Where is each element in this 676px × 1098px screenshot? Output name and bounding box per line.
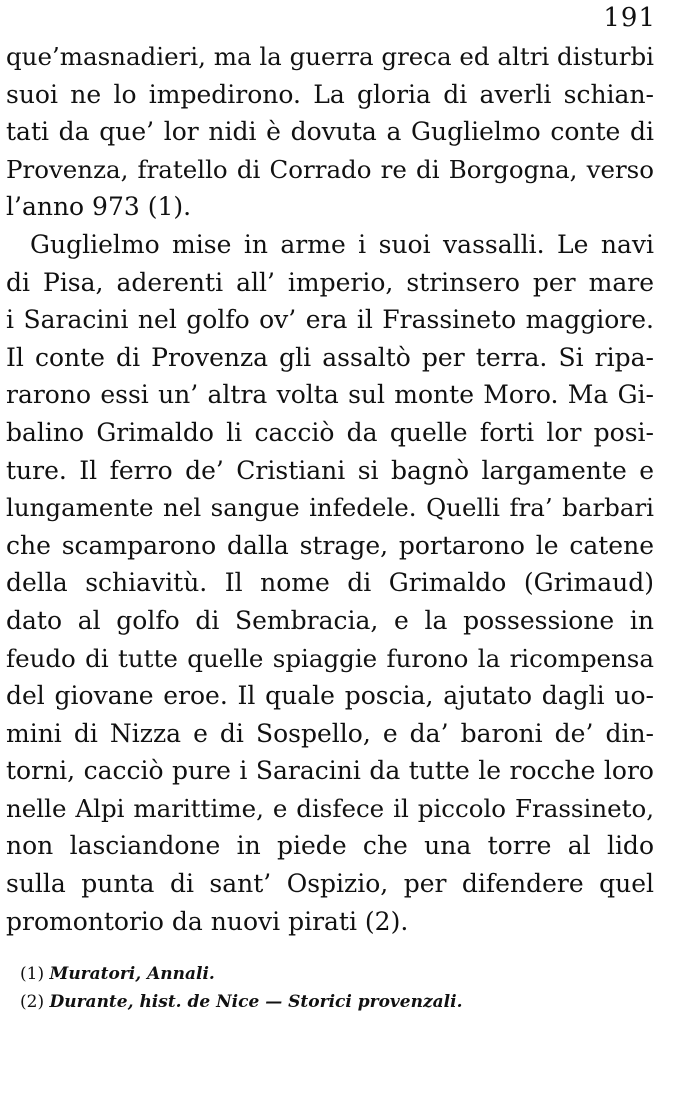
text-line: nelle Alpi marittime, e disfece il piccolo Frassineto,: [6, 793, 654, 823]
text-line: que’masnadieri, ma la guerra greca ed altri disturbi: [6, 42, 654, 71]
text-line: Il conte di Provenza gli assaltò per terra. Si ripa-: [6, 342, 654, 372]
footnote-text: Durante, hist. de Nice — Storici provenzali.: [49, 992, 463, 1012]
footnote: [20, 960, 620, 988]
text-line: Guglielmo mise in arme i suoi vassalli. Le navi: [30, 229, 654, 259]
text-line: dato al golfo di Sembracia, e la possessione in: [6, 605, 654, 635]
text-line: che scamparono dalla strage, portarono le catene: [6, 530, 654, 560]
text-line: lungamente nel sangue infedele. Quelli fra’ barbari: [6, 493, 654, 523]
text-line: balino Grimaldo li cacciò da quelle forti lor posi-: [6, 417, 654, 447]
footnote-mark: (2): [20, 992, 45, 1012]
text-line: della schiavitù. Il nome di Grimaldo (Grimaud): [6, 568, 654, 598]
footnote-text: Muratori, Annali.: [49, 964, 215, 984]
main-text: [6, 38, 654, 940]
text-line: sulla punta di sant’ Ospizio, per difendere quel: [6, 869, 654, 899]
text-line: mini di Nizza e di Sospello, e da’ baroni de’ din-: [6, 718, 654, 748]
text-line: ture. Il ferro de’ Cristiani si bagnò largamente e: [6, 455, 654, 485]
text-line: promontorio da nuovi pirati (2).: [6, 906, 409, 936]
text-line: i Saracini nel golfo ov’ era il Frassineto maggiore.: [6, 305, 654, 335]
page-number: 191: [603, 3, 656, 33]
text-line: l’anno 973 (1).: [6, 192, 192, 222]
text-line: tati da que’ lor nidi è dovuta a Guglielmo conte di: [6, 117, 654, 147]
text-line: Provenza, fratello di Corrado re di Borgogna, verso: [6, 154, 654, 184]
text-line: di Pisa, aderenti all’ imperio, strinsero per mare: [6, 267, 654, 297]
text-line: rarono essi un’ altra volta sul monte Moro. Ma Gi-: [6, 380, 654, 410]
text-line: del giovane eroe. Il quale poscia, ajutato dagli uo-: [6, 681, 654, 711]
text-line: torni, cacciò pure i Saracini da tutte le rocche loro: [6, 756, 654, 786]
footnote-mark: (1): [20, 964, 45, 984]
footnotes: [20, 960, 620, 1016]
text-line: suoi ne lo impedirono. La gloria di averli schian-: [6, 79, 654, 109]
text-line: feudo di tutte quelle spiaggie furono la ricompensa: [6, 643, 654, 673]
footnote: [20, 988, 620, 1016]
text-line: non lasciandone in piede che una torre al lido: [6, 831, 654, 861]
